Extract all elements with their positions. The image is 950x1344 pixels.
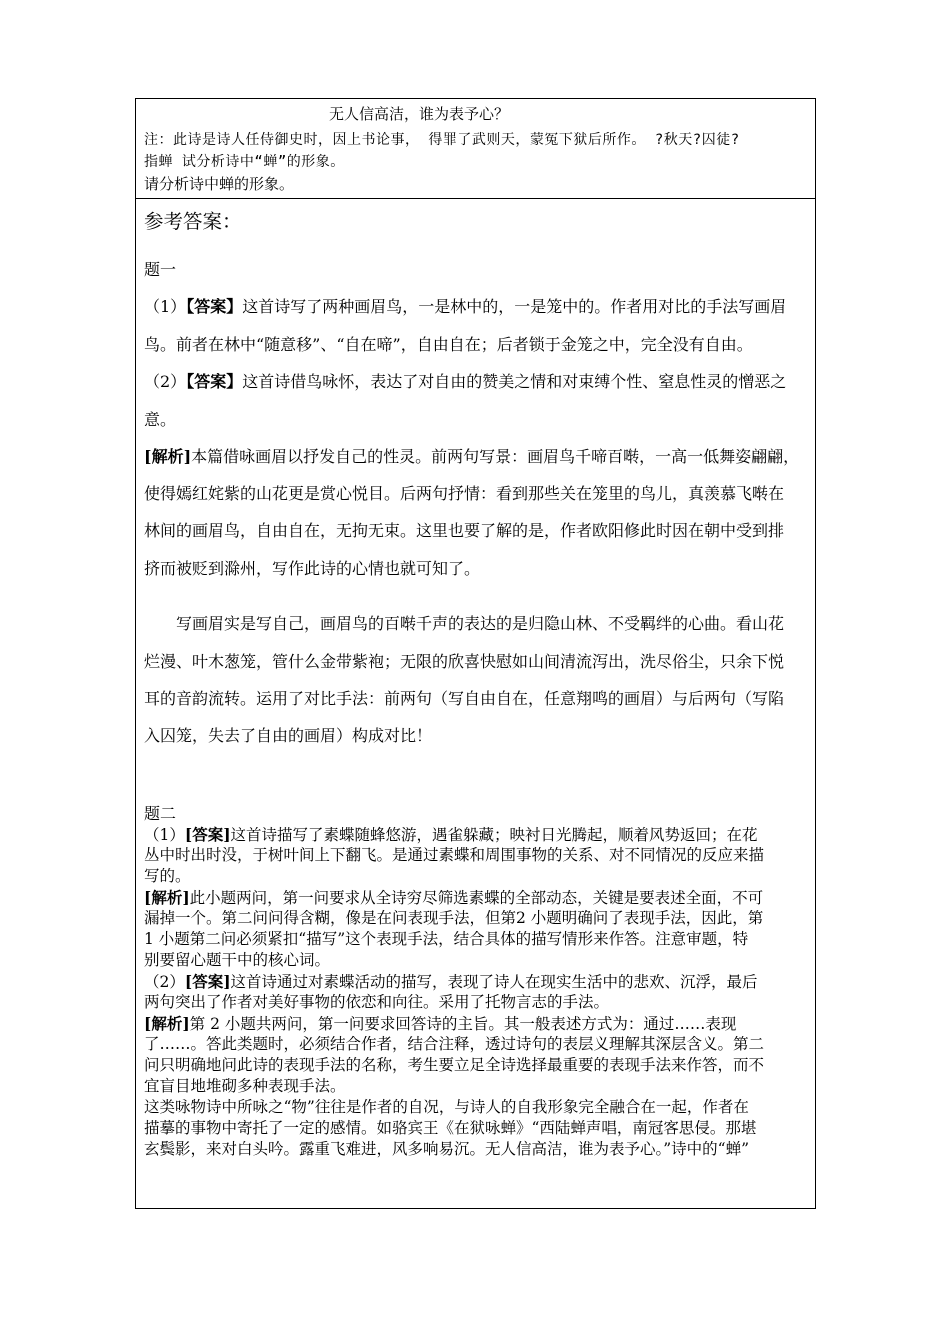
q2-paragraph: 这类咏物诗中所咏之“物”往往是作者的自况，与诗人的自我形象完全融合在一起，作者在: [144, 1098, 749, 1116]
q1-answer-2-cont: 意。: [144, 410, 177, 429]
q2-answer-1: （1）[答案]这首诗描写了素蝶随蜂悠游，遇雀躲藏；映衬日光腾起，顺着风势返回；在花: [144, 825, 758, 844]
q2-analysis-1-cont: 漏掉一个。第二问问得含糊，像是在问表现手法，但第2 小题明确问了表现手法，因此，第: [144, 909, 764, 927]
q2-analysis-1: [解析]此小题两问，第一问要求从全诗穷尽筛选素蝶的全部动态，关键是要表述全面，不可: [144, 888, 764, 907]
note-line: 指蝉 试分析诗中“蝉”的形象。: [144, 154, 345, 170]
question-1-title: 题一: [144, 260, 177, 279]
q2-paragraph-cont: 玄鬓影，来对白头吟。露重飞难进，风多响易沉。无人信高洁，谁为表予心。”诗中的“蝉”: [144, 1140, 750, 1158]
q1-analysis-cont: 挤而被贬到滁州，写作此诗的心情也就可知了。: [144, 559, 481, 578]
q2-answer-2: （2）[答案]这首诗通过对素蝶活动的描写，表现了诗人在现实生活中的悲欢、沉浮，最后: [144, 972, 758, 991]
q1-paragraph-cont: 烂漫、叶木葱笼，管什么金带紫袍；无限的欣喜快慰如山间清流泻出，洗尽俗尘，只余下悦: [144, 652, 785, 671]
answer-heading: 参考答案：: [144, 210, 242, 233]
q1-answer-2: （2）【答案】这首诗借鸟咏怀，表达了对自由的赞美之情和对束缚个性、窒息性灵的憎恶之: [144, 372, 787, 391]
question-cell: [136, 99, 815, 199]
q2-analysis-2: [解析]第 2 小题共两问，第一问要求回答诗的主旨。其一般表述方式为：通过……表现: [144, 1014, 737, 1033]
answer-cell: [136, 199, 815, 1208]
q1-paragraph-cont: 入囚笼，失去了自由的画眉）构成对比！: [144, 726, 433, 745]
q2-analysis-1-cont: 1 小题第二问必须紧扣“描写”这个表现手法，结合具体的描写情形来作答。注意审题，特: [144, 930, 749, 948]
q2-analysis-2-cont: 宜盲目地堆砌多种表现手法。: [144, 1077, 346, 1095]
content-table: [135, 98, 816, 1209]
note-line: 注：此诗是诗人任侍御史时，因上书论事， 得罪了武则天，蒙冤下狱后所作。 ?秋天?囚徒?: [144, 132, 740, 148]
q1-paragraph: 写画眉实是写自己，画眉鸟的百啭千声的表达的是归隐山林、不受羁绊的心曲。看山花: [176, 614, 785, 633]
q2-answer-2-cont: 两句突出了作者对美好事物的依恋和向往。采用了托物言志的手法。: [144, 993, 610, 1011]
q2-paragraph-cont: 描摹的事物中寄托了一定的感情。如骆宾王《在狱咏蝉》“西陆蝉声唱，南冠客思侵。那堪: [144, 1119, 757, 1137]
question-text: 请分析诗中蝉的形象。: [144, 175, 295, 193]
q2-answer-1-cont: 丛中时出时没，于树叶间上下翻飞。是通过素蝶和周围事物的关系、对不同情况的反应来描: [144, 846, 765, 864]
q1-analysis: [解析]本篇借咏画眉以抒发自己的性灵。前两句写景：画眉鸟千啼百啭，一高一低舞姿翩翩，: [144, 447, 800, 466]
q2-analysis-2-cont: 问只明确地问此诗的表现手法的名称，考生要立足全诗选择最重要的表现手法来作答，而不: [144, 1056, 765, 1074]
q1-analysis-cont: 林间的画眉鸟，自由自在，无拘无束。这里也要了解的是，作者欧阳修此时因在朝中受到排: [144, 521, 785, 540]
verse-line: 无人信高洁，谁为表予心？: [329, 105, 510, 123]
q1-answer-1: （1）【答案】这首诗写了两种画眉鸟，一是林中的，一是笼中的。作者用对比的手法写画眉: [144, 297, 787, 316]
q2-answer-1-cont: 写的。: [144, 867, 191, 885]
q1-paragraph-cont: 耳的音韵流转。运用了对比手法：前两句（写自由自在，任意翔鸣的画眉）与后两句（写陷: [144, 689, 785, 708]
q1-analysis-cont: 使得嫣红姹紫的山花更是赏心悦目。后两句抒情：看到那些关在笼里的鸟儿，真羡慕飞啭在: [144, 484, 785, 503]
question-2-title: 题二: [144, 804, 177, 823]
q1-answer-1-cont: 鸟。前者在林中“随意移”、“自在啼”，自由自在；后者锁于金笼之中，完全没有自由。: [144, 335, 753, 354]
q2-analysis-2-cont: 了……。答此类题时，必须结合作者，结合注释，透过诗句的表层义理解其深层含义。第二: [144, 1035, 765, 1053]
q2-analysis-1-cont: 别要留心题干中的核心词。: [144, 951, 331, 969]
